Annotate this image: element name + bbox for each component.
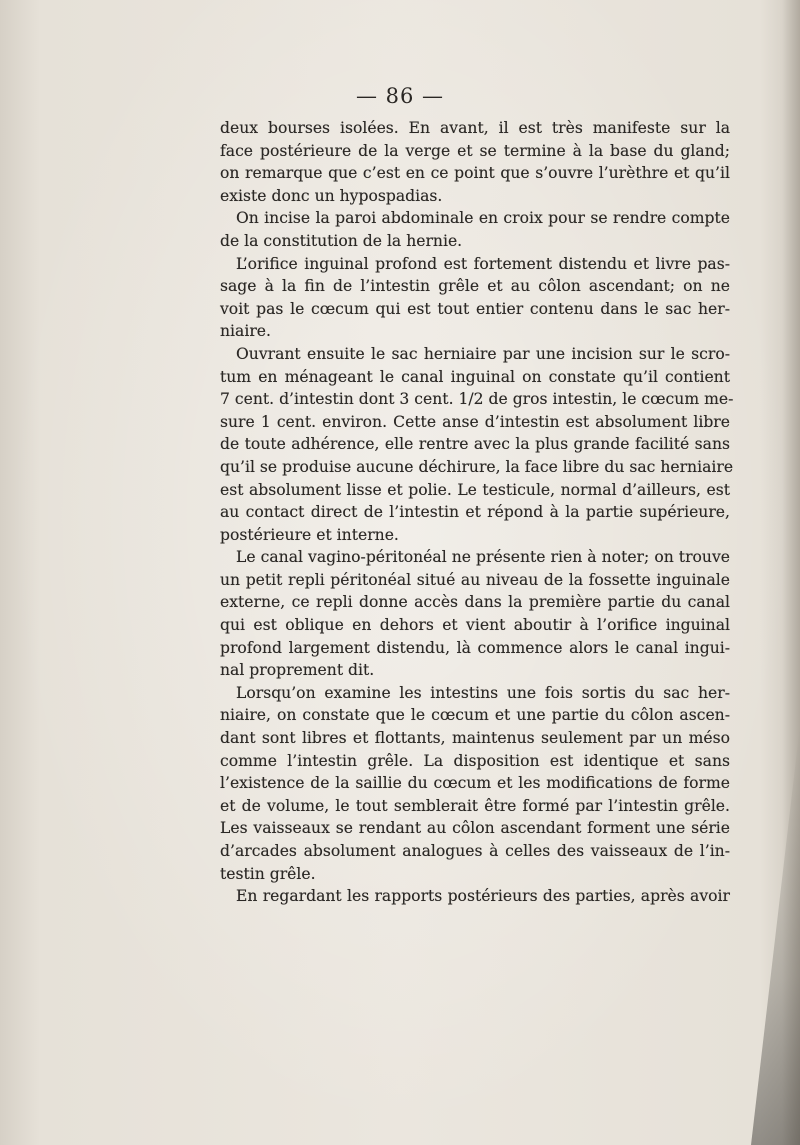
text-line: sure 1 cent. environ. Cette anse d’intestin est absolument libre: [220, 412, 730, 431]
text-line: comme l’intestin grêle. La disposition est identique et sans: [220, 751, 730, 770]
text-line: d’arcades absolument analogues à celles des vaisseaux de l’in-: [220, 842, 730, 860]
text-line: L’orifice inguinal profond est fortement distendu et livre pas-: [236, 254, 730, 273]
text-line: Lorsqu’on examine les intestins une fois sortis du sac her-: [236, 683, 730, 702]
text-line: testin grêle.: [220, 864, 316, 883]
text-line: de toute adhérence, elle rentre avec la plus grande facilité sans: [220, 435, 730, 454]
body-text: [220, 117, 734, 908]
text-line: sage à la fin de l’intestin grêle et au côlon ascendant; on ne: [220, 277, 730, 296]
text-line: voit pas le cœcum qui est tout entier contenu dans le sac her-: [220, 299, 730, 318]
text-line: de la constitution de la hernie.: [220, 231, 463, 250]
text-line: deux bourses isolées. En avant, il est très manifeste sur la: [220, 119, 730, 137]
text-line: 7 cent. d’intestin dont 3 cent. 1/2 de gros intestin, le cœcum me-: [220, 390, 734, 409]
text-line: profond largement distendu, là commence alors le canal ingui-: [220, 638, 730, 657]
text-line: au contact direct de l’intestin et répond à la partie supérieure,: [220, 503, 730, 522]
text-line: qui est oblique en dehors et vient aboutir à l’orifice inguinal: [220, 616, 730, 635]
text-line: l’existence de la saillie du cœcum et les modifications de forme: [220, 774, 730, 793]
text-line: Les vaisseaux se rendant au côlon ascendant forment une série: [220, 819, 730, 838]
text-line: Le canal vagino-péritonéal ne présente rien à noter; on trouve: [236, 548, 730, 567]
text-line: qu’il se produise aucune déchirure, la face libre du sac herniaire: [220, 457, 734, 476]
text-line: externe, ce repli donne accès dans la première partie du canal: [220, 593, 730, 612]
text-line: dant sont libres et flottants, maintenus seulement par un méso: [220, 729, 730, 748]
text-line: face postérieure de la verge et se termine à la base du gland;: [220, 141, 730, 160]
text-line: On incise la paroi abdominale en croix pour se rendre compte: [236, 209, 730, 228]
text-line: tum en ménageant le canal inguinal on constate qu’il contient: [220, 367, 730, 386]
text-line: niaire, on constate que le cœcum et une partie du côlon ascen-: [220, 706, 730, 725]
text-line: est absolument lisse et polie. Le testicule, normal d’ailleurs, est: [220, 480, 730, 499]
page-number: — 86 —: [355, 84, 445, 108]
text-line: postérieure et interne.: [220, 525, 399, 544]
text-line: et de volume, le tout semblerait être formé par l’intestin grêle.: [220, 796, 730, 815]
text-line: existe donc un hypospadias.: [220, 186, 443, 205]
text-line: nal proprement dit.: [220, 661, 375, 680]
text-line: Ouvrant ensuite le sac herniaire par une incision sur le scro-: [236, 344, 730, 363]
text-line: un petit repli péritonéal situé au niveau de la fossette inguinale: [220, 570, 730, 589]
text-line: on remarque que c’est en ce point que s’ouvre l’urèthre et qu’il: [220, 164, 730, 183]
text-line: En regardant les rapports postérieurs des parties, après avoir: [236, 887, 730, 906]
text-line: niaire.: [220, 322, 271, 341]
